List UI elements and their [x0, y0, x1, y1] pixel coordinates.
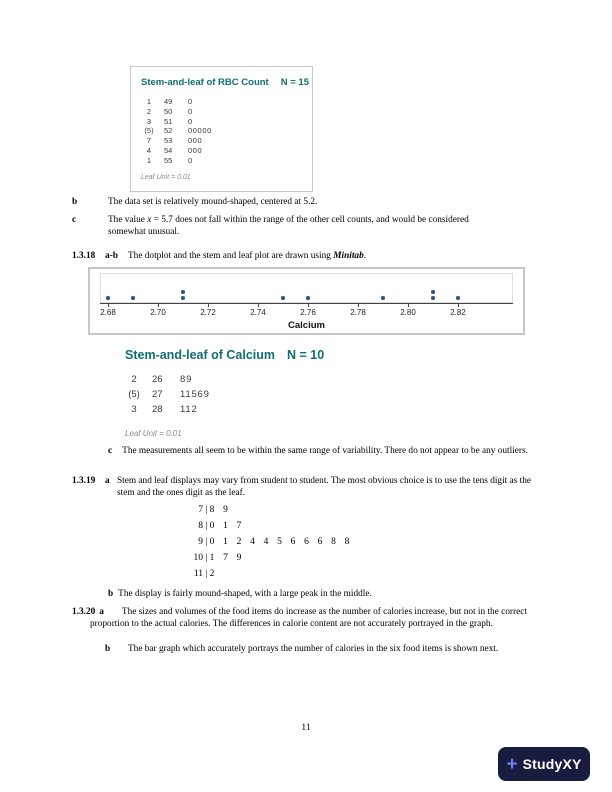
stem-display-row	[185, 502, 349, 518]
answer-b-1319	[108, 589, 548, 601]
stem-display-leaves: 0 1 7	[209, 521, 242, 531]
exercise-1320b-text: The bar graph which accurately portrays the number of calories in the six food items is shown next.	[128, 644, 499, 654]
rbc-stemleaf-title-text: Stem-and-leaf of RBC Count	[141, 77, 269, 88]
dotplot-tick	[258, 304, 259, 307]
stemleaf-leaves: 00000	[188, 126, 212, 136]
stemleaf-depth: 1	[146, 155, 152, 165]
answer-c-calcium	[108, 446, 544, 458]
rbc-stemleaf-rows	[141, 97, 302, 166]
stemleaf-leaves: 0	[188, 155, 193, 165]
stemleaf-depth: 7	[146, 136, 152, 146]
calcium-stemleaf-n: N = 10	[287, 348, 325, 362]
stemleaf-leaves: 0	[188, 116, 193, 126]
dotplot-dot	[131, 296, 135, 300]
stemleaf-depth: 3	[146, 116, 152, 126]
page-number: 11	[301, 723, 311, 733]
dotplot-dot	[431, 290, 435, 294]
dotplot-tick	[208, 304, 209, 307]
stem-display-separator: |	[203, 569, 210, 579]
stemleaf-depth: 1	[146, 97, 152, 106]
exercise-1319-text: Stem and leaf displays may vary from student to student. The most obvious choice is to use the tens digit as the stem and the ones digit as the leaf.	[117, 476, 531, 498]
studyxy-logo	[498, 747, 590, 781]
stemleaf-stem: 50	[164, 106, 173, 116]
stemleaf-row	[141, 117, 302, 127]
stemleaf-leaves: 0	[188, 106, 193, 116]
dotplot-dot	[381, 296, 385, 300]
dotplot-tick	[108, 304, 109, 307]
stemleaf-depth: 3	[131, 404, 137, 415]
dotplot-tick	[458, 304, 459, 307]
stemleaf-depth: 2	[131, 374, 137, 385]
answer-text-c2: The measurements all seem to be within the same range of variability. There do not appear to be any outliers.	[122, 446, 528, 456]
answer-label-a: a	[105, 476, 110, 486]
stemleaf-leaves: 112	[180, 404, 198, 415]
answer-label-b2: b	[108, 589, 114, 599]
answer-label-ab: a-b	[105, 251, 118, 261]
stem-display-leaves: 0 1 2 4 4 5 6 6 6 8 8	[209, 537, 350, 547]
dotplot-panel	[88, 267, 525, 335]
logo-brand-text: StudyXY	[522, 756, 582, 772]
stemleaf-row	[125, 402, 324, 417]
dotplot-dot	[456, 296, 460, 300]
dotplot-axis	[100, 303, 513, 304]
dotplot-dot	[306, 296, 310, 300]
exercise-1320a	[72, 607, 558, 630]
stem-display-row	[185, 550, 349, 566]
stemleaf-leaves: 11569	[180, 389, 210, 400]
dotplot-tick-label: 2.74	[250, 308, 266, 317]
stem-display-separator: |	[203, 553, 210, 563]
dotplot-tick-label: 2.70	[150, 308, 166, 317]
answer-label-c2: c	[108, 446, 113, 456]
dotplot-tick-label: 2.72	[200, 308, 216, 317]
stem-display-separator: |	[203, 521, 210, 531]
stemleaf-depth: 2	[146, 106, 152, 116]
answer-text-b: The data set is relatively mound-shaped, centered at 5.2.	[108, 197, 318, 207]
stemleaf-leaves: 0	[188, 97, 193, 106]
stem-display-stem: 9	[198, 537, 203, 547]
answer-label-b: b	[72, 197, 78, 207]
rbc-stemleaf-n: N = 15	[280, 77, 309, 88]
dotplot-dot	[181, 290, 185, 294]
stem-display-stem: 10	[193, 553, 203, 563]
stem-display-stem: 8	[198, 521, 203, 531]
rbc-stemleaf-title	[141, 77, 309, 88]
variable-x: x	[147, 215, 152, 225]
answer-c-rbc	[72, 215, 508, 238]
stem-display-leaves: 8 9	[209, 505, 228, 515]
answer-label-c: c	[72, 215, 77, 225]
stemleaf-row	[141, 146, 302, 156]
stemleaf-row	[141, 136, 302, 146]
stemleaf-stem: 52	[164, 126, 173, 136]
minitab-emphasis: Minitab	[333, 251, 364, 261]
stemleaf-stem: 51	[164, 116, 173, 126]
stemleaf-row	[141, 97, 302, 107]
calcium-stemleaf-panel	[125, 348, 324, 438]
stemleaf-stem: 26	[152, 374, 163, 385]
answer-text-b2: The display is fairly mound-shaped, with a large peak in the middle.	[118, 589, 372, 599]
stemleaf-row	[141, 126, 302, 136]
stemleaf-leaves: 000	[188, 145, 203, 155]
dotplot-tick-label: 2.80	[400, 308, 416, 317]
stemleaf-row	[141, 107, 302, 117]
stemleaf-depth: (5)	[128, 389, 140, 400]
stem-display-row	[185, 566, 349, 582]
stem-display-leaves: 1 7 9	[209, 553, 242, 563]
stemleaf-stem: 49	[164, 97, 173, 106]
calcium-leaf-unit: Leaf Unit = 0.01	[125, 429, 182, 438]
stem-display	[185, 502, 349, 582]
rbc-stemleaf-panel	[130, 66, 313, 192]
dotplot-tick	[308, 304, 309, 307]
stemleaf-leaves: 000	[188, 136, 203, 146]
exercise-1318-text: The dotplot and the stem and leaf plot are drawn using Minitab.	[128, 251, 367, 261]
stem-display-row	[185, 518, 349, 534]
dotplot-tick	[158, 304, 159, 307]
stemleaf-row	[125, 387, 324, 402]
stemleaf-depth: (5)	[144, 126, 154, 136]
dotplot-xlabel: Calcium	[288, 320, 325, 331]
dotplot-tick	[408, 304, 409, 307]
exercise-1320b	[105, 644, 565, 656]
stem-display-stem: 11	[193, 569, 203, 579]
calcium-stemleaf-title-text: Stem-and-leaf of Calcium	[125, 348, 276, 362]
stem-display-stem: 7	[198, 505, 203, 515]
exercise-number: 1.3.20	[72, 607, 96, 617]
answer-b-rbc	[72, 197, 542, 209]
plus-icon: +	[506, 753, 518, 775]
stemleaf-stem: 55	[164, 155, 173, 165]
rbc-leaf-unit: Leaf Unit = 0.01	[141, 174, 191, 181]
answer-label-a2: a	[99, 607, 104, 617]
dotplot-dot	[281, 296, 285, 300]
dotplot-canvas	[90, 269, 523, 317]
exercise-1319	[72, 476, 542, 499]
stemleaf-stem: 54	[164, 145, 173, 155]
calcium-stemleaf-title	[125, 348, 324, 362]
exercise-1318	[72, 251, 552, 263]
stem-display-row	[185, 534, 349, 550]
dotplot-tick	[358, 304, 359, 307]
stemleaf-stem: 53	[164, 136, 173, 146]
exercise-number: 1.3.18	[72, 251, 96, 261]
stemleaf-row	[141, 156, 302, 166]
dotplot-tick-label: 2.78	[350, 308, 366, 317]
stem-display-leaves: 2	[209, 569, 215, 579]
stemleaf-depth: 4	[146, 145, 152, 155]
exercise-1320a-text: The sizes and volumes of the food items do increase as the number of calories increase, but not in the correct proportion to the actual calories. The differences in calorie content are not accurately portrayed in the graph.	[90, 607, 527, 629]
dotplot-dot	[431, 296, 435, 300]
dotplot-dot	[106, 296, 110, 300]
stemleaf-row	[125, 372, 324, 387]
stemleaf-stem: 27	[152, 389, 163, 400]
calcium-stemleaf-rows	[125, 372, 324, 417]
stemleaf-leaves: 89	[180, 374, 193, 385]
dotplot-dot	[181, 296, 185, 300]
exercise-number: 1.3.19	[72, 476, 96, 486]
stem-display-separator: |	[203, 537, 210, 547]
answer-label-b3: b	[105, 644, 111, 654]
stem-display-separator: |	[203, 505, 210, 515]
dotplot-tick-label: 2.76	[300, 308, 316, 317]
answer-text-c: The value x = 5.7 does not fall within the range of the other cell counts, and would be considered somewhat unusual.	[108, 215, 469, 237]
stemleaf-stem: 28	[152, 404, 163, 415]
dotplot-tick-label: 2.82	[450, 308, 466, 317]
dotplot-tick-label: 2.68	[100, 308, 116, 317]
